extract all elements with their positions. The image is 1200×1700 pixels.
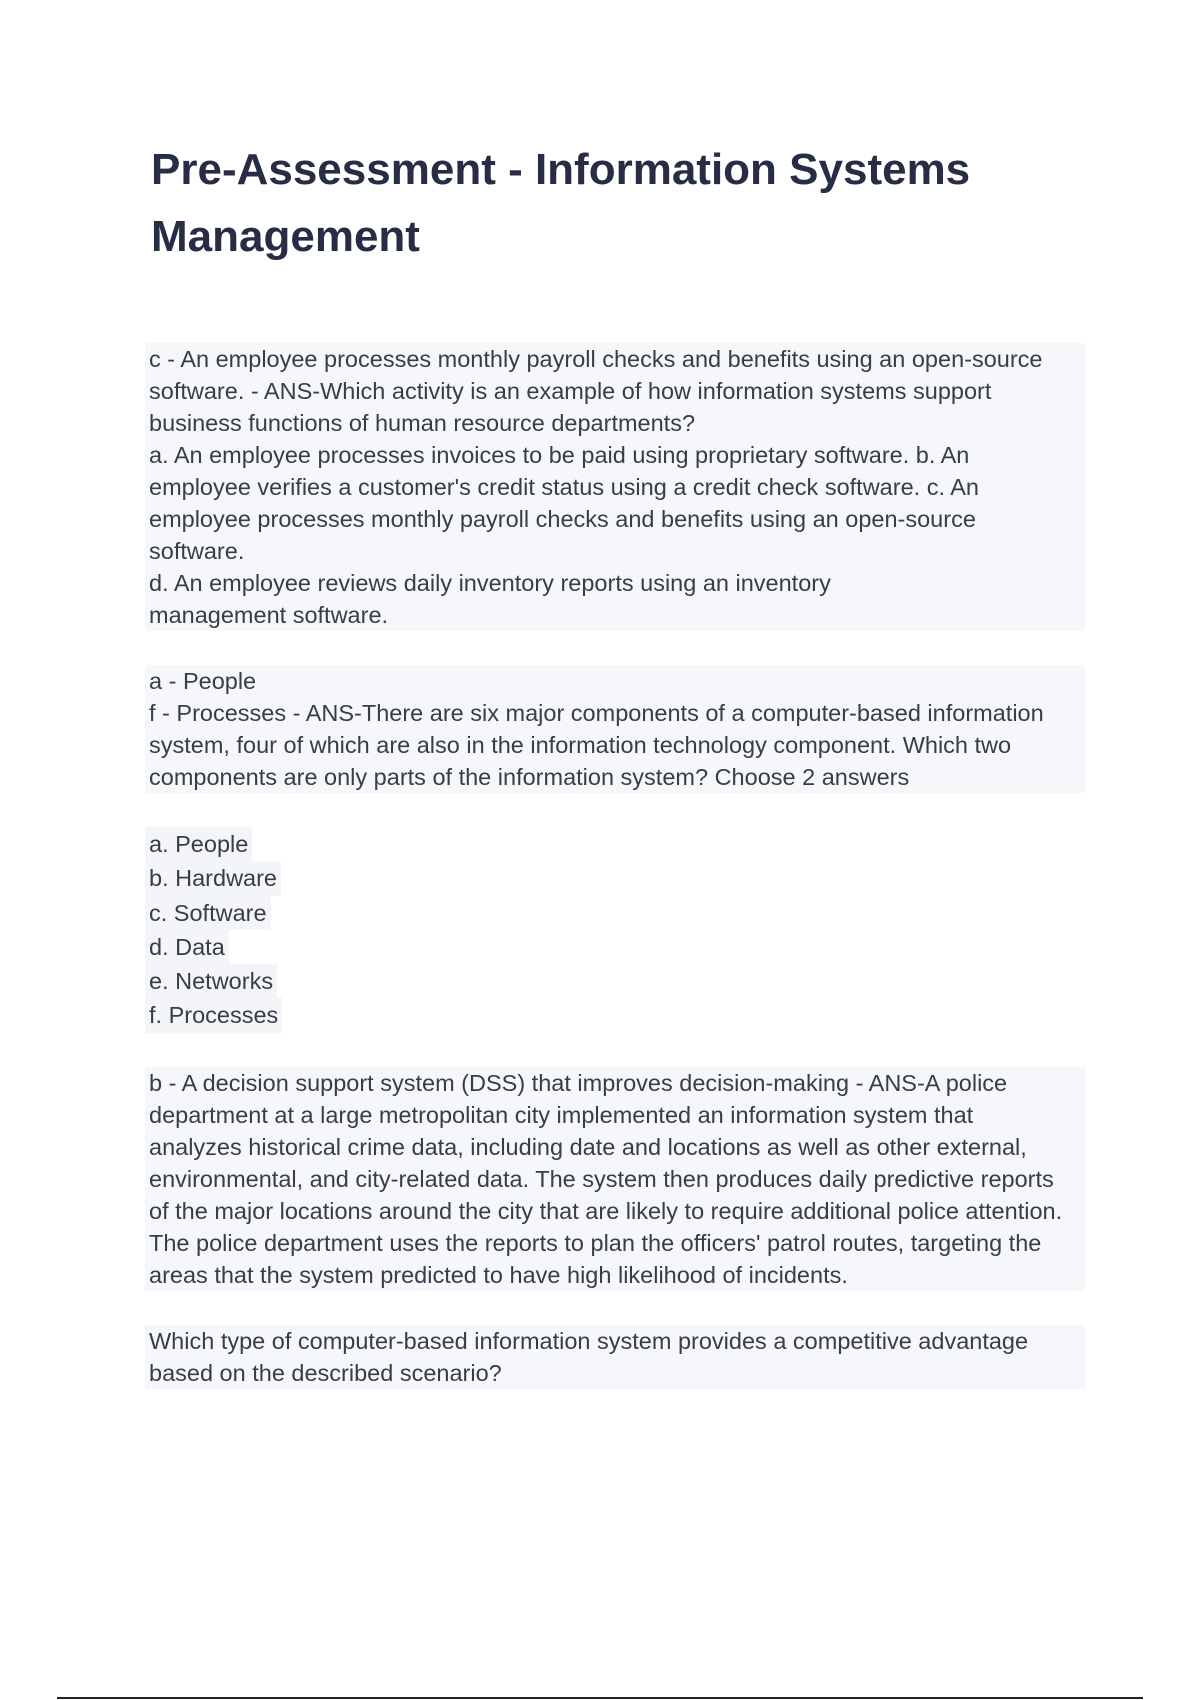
text-line: employee verifies a customer's credit status using a credit check software. c. An <box>149 474 979 500</box>
question-1-options <box>145 439 1085 567</box>
text-line: environmental, and city-related data. The system then produces daily predictive reports <box>149 1165 1054 1192</box>
spacer <box>145 1033 1085 1067</box>
document-body <box>145 343 1085 1389</box>
spacer <box>145 1291 1085 1325</box>
question-3-stem <box>145 1067 1085 1291</box>
text-line: a. An employee processes invoices to be paid using proprietary software. b. An <box>149 442 970 468</box>
text-line: employee processes monthly payroll checks and benefits using an open-source <box>149 506 976 532</box>
spacer <box>145 793 1085 827</box>
text-line: Which type of computer-based information system provides a competitive advantage <box>149 1327 1029 1354</box>
text-line: management software. <box>149 602 389 628</box>
page-title: Pre-Assessment - Information Systems Management <box>151 145 971 261</box>
option-item: c. Software <box>145 896 271 930</box>
text-line: areas that the system predicted to have high likelihood of incidents. <box>149 1261 848 1288</box>
question-3-prompt <box>145 1325 1085 1389</box>
text-line: based on the described scenario? <box>149 1359 502 1386</box>
answer-line: a - People <box>149 668 257 694</box>
option-item: d. Data <box>145 930 229 964</box>
text-line: c - An employee processes monthly payroll checks and benefits using an open-source <box>149 346 1043 372</box>
option-item: e. Networks <box>145 964 277 998</box>
text-line: d. An employee reviews daily inventory reports using an inventory <box>149 570 831 596</box>
text-line: f - Processes - ANS-There are six major components of a computer-based information <box>149 700 1044 726</box>
text-line: of the major locations around the city that are likely to require additional police attention. <box>149 1197 1063 1224</box>
text-line: software. <box>149 538 245 564</box>
text-line: system, four of which are also in the information technology component. Which two <box>149 732 1012 758</box>
text-line: b - A decision support system (DSS) that improves decision-making - ANS-A police <box>149 1069 1008 1096</box>
text-line: components are only parts of the information system? Choose 2 answers <box>149 764 910 790</box>
text-line: department at a large metropolitan city implemented an information system that <box>149 1101 974 1128</box>
text-line: The police department uses the reports to plan the officers' patrol routes, targeting the <box>149 1229 1042 1256</box>
question-2-options <box>145 827 1085 1033</box>
text-line: analyzes historical crime data, including date and locations as well as other external, <box>149 1133 1027 1160</box>
spacer <box>145 631 1085 665</box>
footer-divider <box>57 1697 1143 1699</box>
question-1-stem <box>145 343 1085 439</box>
question-2-stem <box>145 665 1085 793</box>
text-line: business functions of human resource departments? <box>149 410 696 436</box>
question-1-option-d <box>145 567 1085 631</box>
text-line: software. - ANS-Which activity is an example of how information systems support <box>149 378 992 404</box>
option-item: a. People <box>145 827 252 861</box>
option-item: f. Processes <box>145 998 282 1032</box>
option-item: b. Hardware <box>145 861 281 895</box>
